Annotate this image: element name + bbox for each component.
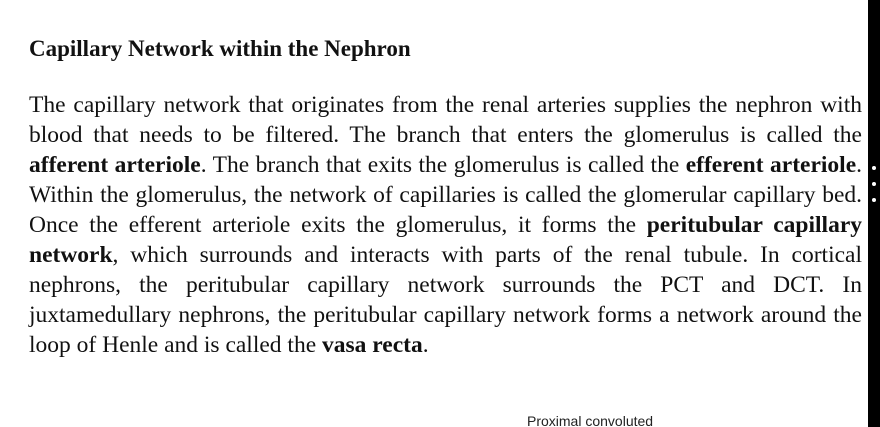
term-peritubular-capillary-network: peritubular capillary network — [29, 212, 863, 268]
figure-caption: Proximal convoluted — [527, 413, 654, 427]
paragraph-text: . — [422, 332, 429, 358]
window-side-bar — [868, 0, 880, 427]
body-paragraph — [29, 90, 862, 360]
paragraph-text: , which surrounds and interacts with parts of the renal tubule. In cortical nephrons, the peritubular capillary network surrounds the PCT and DCT. In juxtamedullary nephrons, the peritubular capillary network forms a network around the loop of Henle and is called the — [29, 242, 862, 358]
handle-dot — [872, 198, 876, 202]
paragraph-text: . Within the glomerulus, the network of capillaries is called the glomerular capillary bed. Once the efferent arteriole exits the glomerulus, it forms the — [29, 152, 862, 238]
handle-dot — [872, 182, 876, 186]
handle-dot — [872, 166, 876, 170]
term-afferent-arteriole: afferent arteriole — [29, 152, 201, 178]
term-vasa-recta: vasa recta — [322, 332, 423, 358]
paragraph-text: . The branch that exits the glomerulus is called the — [200, 152, 686, 178]
term-efferent-arteriole: efferent arteriole — [685, 152, 857, 178]
paragraph-text: The capillary network that originates from the renal arteries supplies the nephron with blood that needs to be filtered. The branch that enters the glomerulus is called the — [29, 92, 862, 148]
section-heading: Capillary Network within the Nephron — [29, 36, 411, 61]
vertical-dots-icon[interactable] — [870, 166, 878, 202]
